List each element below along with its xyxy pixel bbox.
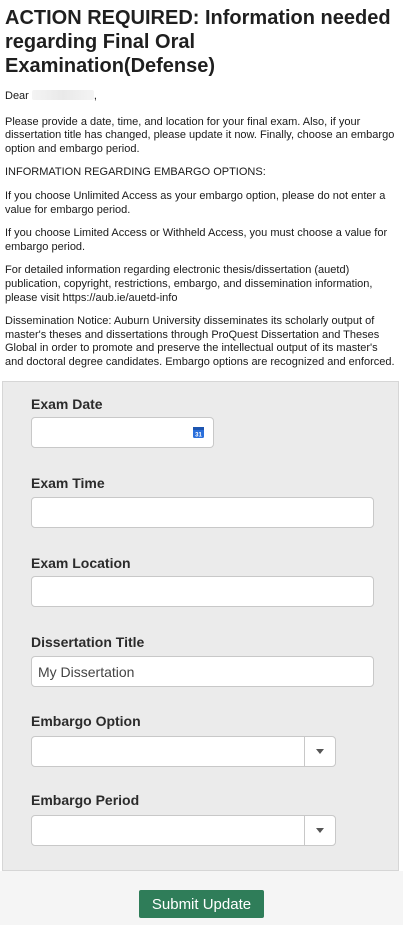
exam-time-input[interactable]: [31, 497, 374, 528]
greeting-suffix: ,: [93, 90, 97, 102]
embargo-period-label: Embargo Period: [31, 792, 140, 808]
greeting: [5, 90, 398, 104]
greeting-prefix: Dear: [5, 90, 29, 102]
svg-text:31: 31: [194, 432, 202, 438]
auetd-info-paragraph: For detailed information regarding electronic thesis/dissertation (auetd) publication, copyright, restrictions, embargo, and dissemination information, please visit https://aub.ie/auetd-info: [5, 264, 373, 304]
exam-info-form: [2, 381, 399, 871]
page-title: ACTION REQUIRED: Information needed regarding Final Oral Examination(Defense): [5, 7, 391, 77]
dissertation-title-label: Dissertation Title: [31, 634, 145, 650]
embargo-period-select[interactable]: [31, 815, 336, 846]
instructions-paragraph: Please provide a date, time, and location for your final exam. Also, if your dissertation title has changed, please update it now. Finally, choose an embargo option and embargo period.: [5, 115, 395, 155]
calendar-button[interactable]: [183, 417, 214, 448]
limited-access-note: If you choose Limited Access or Withheld Access, you must choose a value for embargo period.: [5, 227, 388, 253]
exam-location-label: Exam Location: [31, 555, 131, 571]
chevron-down-icon[interactable]: [305, 737, 335, 766]
submit-update-button[interactable]: Submit Update: [139, 890, 264, 918]
message-body: [0, 0, 403, 370]
exam-date-input[interactable]: [31, 417, 184, 448]
calendar-icon: [193, 427, 204, 438]
embargo-option-label: Embargo Option: [31, 713, 141, 729]
embargo-option-select[interactable]: [31, 736, 336, 767]
unlimited-access-note: If you choose Unlimited Access as your embargo option, please do not enter a value for embargo period.: [5, 189, 386, 216]
chevron-down-icon[interactable]: [305, 816, 335, 845]
exam-time-label: Exam Time: [31, 475, 105, 491]
exam-location-input[interactable]: [31, 576, 374, 607]
redacted-name: [32, 90, 94, 100]
dissertation-title-input[interactable]: [31, 656, 374, 687]
exam-date-label: Exam Date: [31, 396, 103, 412]
embargo-heading: INFORMATION REGARDING EMBARGO OPTIONS:: [5, 166, 266, 179]
dissemination-notice: Dissemination Notice: Auburn University disseminates its scholarly output of master's theses and dissertations through ProQuest Dissertation and Theses Global in order to promote and preserve the intellectual output of its master's and doctoral degree candidates. Embargo options are recognized and enforced.: [5, 315, 395, 368]
